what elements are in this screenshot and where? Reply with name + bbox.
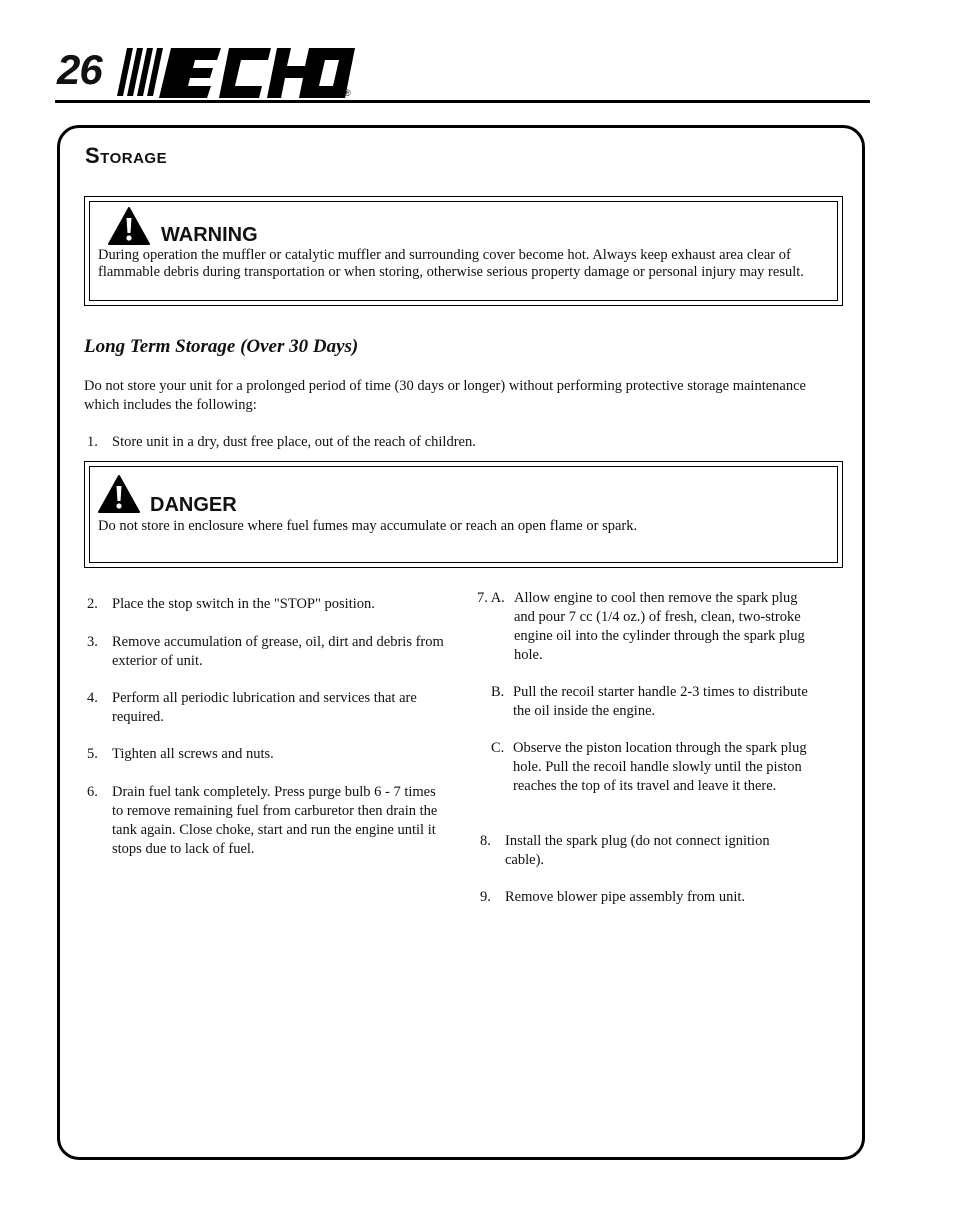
item-number: C. bbox=[491, 740, 505, 756]
item-text: Store unit in a dry, dust free place, out of the reach of children. bbox=[112, 434, 476, 450]
warning-label: WARNING bbox=[161, 224, 258, 246]
item-number: 5. bbox=[87, 746, 98, 762]
header-rule bbox=[55, 100, 870, 103]
item-number: 7. A. bbox=[477, 590, 505, 606]
item-text: Observe the piston location through the spark plug hole. Pull the recoil handle slowly until the piston reaches the top of its travel and leave it there. bbox=[513, 740, 807, 794]
intro-paragraph: Do not store your unit for a prolonged period of time (30 days or longer) without performing protective storage maintenance which includes the following: bbox=[84, 378, 806, 413]
item-number: 8. bbox=[480, 833, 491, 849]
item-number: 9. bbox=[480, 889, 491, 905]
item-number: B. bbox=[491, 684, 505, 700]
item-text: Remove blower pipe assembly from unit. bbox=[505, 889, 746, 905]
danger-box bbox=[84, 461, 843, 568]
item-number: 4. bbox=[87, 690, 98, 706]
warning-box bbox=[84, 196, 843, 306]
warning-text: During operation the muffler or catalytic muffler and surrounding cover become hot. Always keep exhaust area clear of flammable debris during transportation or when storing, otherwise serious property damage or personal injury may result. bbox=[98, 247, 804, 280]
warning-triangle-icon bbox=[107, 206, 151, 251]
item-text: Perform all periodic lubrication and services that are required. bbox=[112, 690, 417, 725]
long-term-storage-heading: Long Term Storage (Over 30 Days) bbox=[84, 336, 359, 357]
registered-mark: ® bbox=[344, 88, 351, 98]
page-header bbox=[55, 40, 870, 104]
item-text: Pull the recoil starter handle 2-3 times to distribute the oil inside the engine. bbox=[513, 684, 808, 719]
danger-triangle-icon bbox=[97, 474, 141, 519]
item-text: Install the spark plug (do not connect ignition cable). bbox=[505, 833, 770, 868]
danger-label: DANGER bbox=[150, 494, 237, 516]
echo-logo bbox=[117, 44, 357, 107]
section-title: Storage bbox=[85, 143, 168, 168]
item-number: 1. bbox=[87, 434, 98, 450]
item-number: 6. bbox=[87, 784, 98, 800]
item-text: Allow engine to cool then remove the spark plug and pour 7 cc (1/4 oz.) of fresh, clean, two-stroke engine oil into the cylinder through the spark plug hole. bbox=[514, 590, 805, 663]
item-text: Place the stop switch in the "STOP" position. bbox=[112, 596, 375, 612]
item-number: 3. bbox=[87, 634, 98, 650]
item-number: 2. bbox=[87, 596, 98, 612]
page-number: 26 bbox=[57, 46, 102, 93]
item-text: Drain fuel tank completely. Press purge bulb 6 - 7 times to remove remaining fuel from carburetor then drain the tank again. Close choke, start and run the engine until it stops due to lack of fuel. bbox=[112, 784, 438, 857]
danger-text: Do not store in enclosure where fuel fumes may accumulate or reach an open flame or spark. bbox=[98, 518, 638, 534]
item-text: Tighten all screws and nuts. bbox=[112, 746, 274, 762]
item-text: Remove accumulation of grease, oil, dirt and debris from exterior of unit. bbox=[112, 634, 444, 669]
